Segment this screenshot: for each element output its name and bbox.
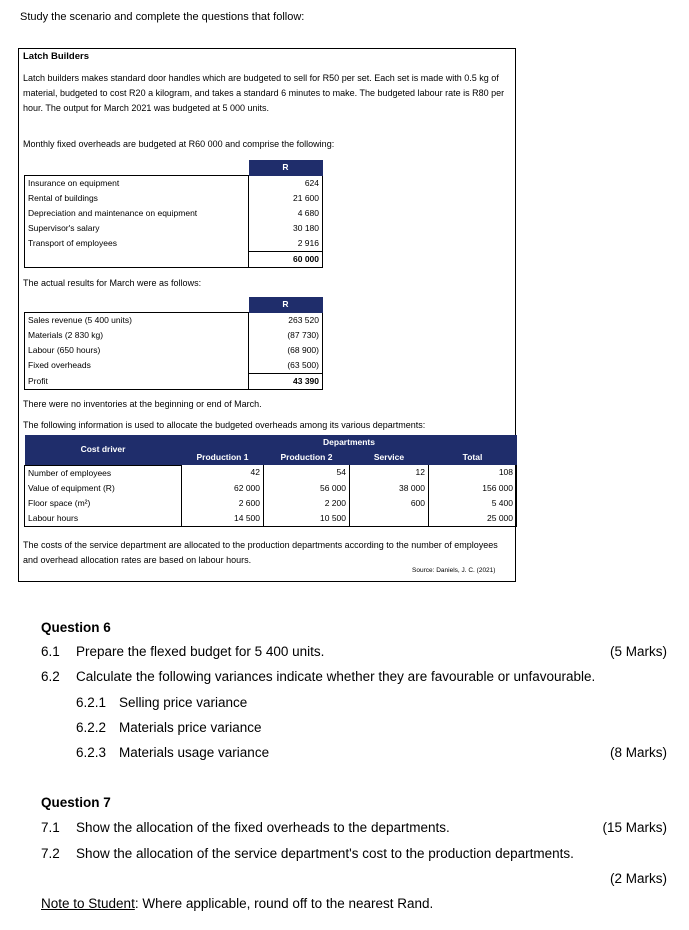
overheads-currency-header: R <box>249 160 323 176</box>
scenario-paragraph: Latch builders makes standard door handles which are budgeted to sell for R50 per set. Each set is made with 0.5 kg of material, budgeted to cost R20 a kilogram, and takes a standard 6 minutes to make. The budgeted labour rate is R80 per hour. The output for March 2021 was budgeted at 5 000 units. <box>23 73 505 113</box>
actual-currency-header: R <box>249 297 323 313</box>
note-to-student <box>41 896 433 911</box>
actual-intro: The actual results for March were as follows: <box>23 278 202 288</box>
table-row: Materials (2 830 kg) (87 730) <box>25 328 323 343</box>
note-text: : Where applicable, round off to the nearest Rand. <box>134 896 434 911</box>
q6-2-3-number: 6.2.3 <box>76 745 107 760</box>
q6-2-text: Calculate the following variances indicate whether they are favourable or unfavourable. <box>76 669 596 684</box>
table-row <box>25 252 323 268</box>
table-row: Transport of employees 2 916 <box>25 236 323 252</box>
question-6-title: Question 6 <box>41 620 111 635</box>
q6-2-3-text: Materials usage variance <box>119 745 270 760</box>
overheads-intro: Monthly fixed overheads are budgeted at R60 000 and comprise the following: <box>23 139 335 149</box>
col-total: Total <box>429 450 517 465</box>
question-7-title: Question 7 <box>41 795 111 810</box>
scenario-title: Latch Builders <box>23 51 89 62</box>
table-row: Supervisor's salary 30 180 <box>25 221 323 236</box>
actual-results-table <box>24 297 323 390</box>
note-label: Note to Student <box>41 896 135 911</box>
overheads-total: 60 000 <box>249 252 323 268</box>
table-row: Insurance on equipment 624 <box>25 176 323 192</box>
table-row: Labour (650 hours) (68 900) <box>25 343 323 358</box>
table-row: Profit 43 390 <box>25 374 323 390</box>
q7-2-marks: (2 Marks) <box>610 871 667 886</box>
intro-text: Study the scenario and complete the questions that follow: <box>20 11 305 23</box>
table-row: Depreciation and maintenance on equipment 4 680 <box>25 206 323 221</box>
q7-1-text: Show the allocation of the fixed overheads to the departments. <box>76 820 450 835</box>
q6-1-number: 6.1 <box>41 644 60 659</box>
q6-2-2-text: Materials price variance <box>119 720 262 735</box>
q6-2-1-text: Selling price variance <box>119 695 248 710</box>
table-row: Floor space (m²) 2 600 2 200 600 5 400 <box>25 496 517 511</box>
col-production-2: Production 2 <box>264 450 350 465</box>
inventory-note: There were no inventories at the beginning or end of March. <box>23 399 262 409</box>
col-service: Service <box>350 450 429 465</box>
q6-2-number: 6.2 <box>41 669 60 684</box>
q6-2-1-number: 6.2.1 <box>76 695 107 710</box>
departments-header: Departments <box>182 435 517 450</box>
q7-1-marks: (15 Marks) <box>602 820 667 835</box>
q7-2-number: 7.2 <box>41 846 60 861</box>
table-row: Value of equipment (R) 62 000 56 000 38 000 156 000 <box>25 481 517 496</box>
q6-2-2-number: 6.2.2 <box>76 720 107 735</box>
q6-1-marks: (5 Marks) <box>610 644 667 659</box>
source-citation: Source: Daniels, J. C. (2021) <box>412 567 496 574</box>
table-row: Rental of buildings 21 600 <box>25 191 323 206</box>
q7-2-text: Show the allocation of the service department's cost to the production departments. <box>76 846 574 861</box>
departments-table <box>24 435 517 527</box>
q6-1-text: Prepare the flexed budget for 5 400 units. <box>76 644 325 659</box>
dept-intro: The following information is used to allocate the budgeted overheads among its various departments: <box>23 420 426 430</box>
overheads-table <box>24 160 323 268</box>
table-row: Fixed overheads (63 500) <box>25 358 323 374</box>
q6-2-marks: (8 Marks) <box>610 745 667 760</box>
cost-driver-header: Cost driver <box>25 435 182 465</box>
table-row: Sales revenue (5 400 units) 263 520 <box>25 313 323 329</box>
table-row: Labour hours 14 500 10 500 25 000 <box>25 511 517 527</box>
allocation-note: The costs of the service department are allocated to the production departments according to the number of employees and overhead allocation rates are based on labour hours. <box>23 540 498 565</box>
col-production-1: Production 1 <box>182 450 264 465</box>
table-row: Number of employees 42 54 12 108 <box>25 465 517 481</box>
q7-1-number: 7.1 <box>41 820 60 835</box>
